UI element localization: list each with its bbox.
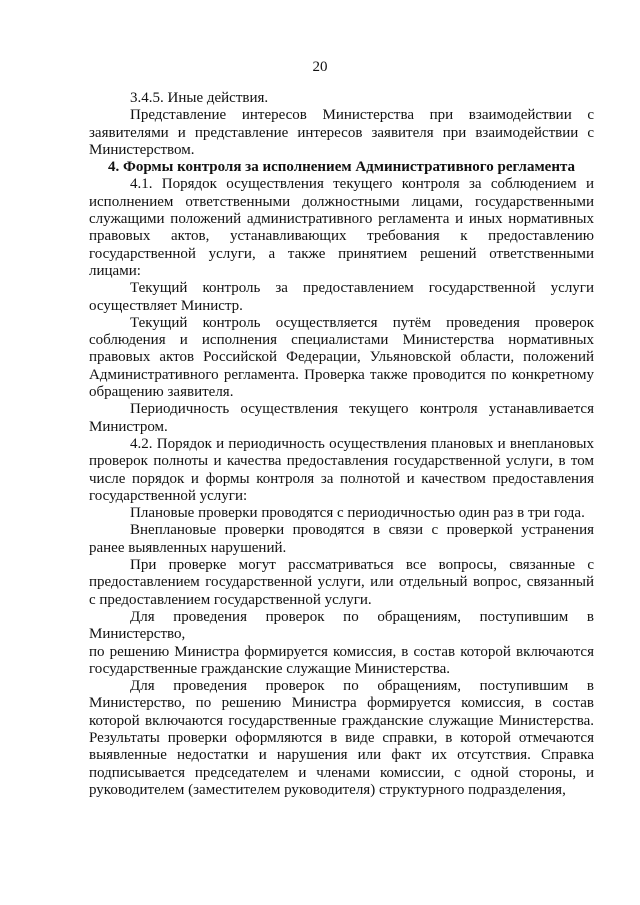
- paragraph-periodicity: Периодичность осуществления текущего контроля устанавливается Министром.: [89, 401, 594, 435]
- paragraph-4-1: 4.1. Порядок осуществления текущего контроля за соблюдением и исполнением ответственными должностными лицами, государственными служащими положений административного регламента и иных нормативных правовых актов, устанавливающих требования к предоставлению государственной услуги, а также принятием решений ответственными лицами:: [89, 176, 594, 279]
- paragraph-unplanned-checks: Внеплановые проверки проводятся в связи с проверкой устранения ранее выявленных нарушений.: [89, 522, 594, 556]
- paragraph-representation: Представление интересов Министерства при взаимодействии с заявителями и представление интересов заявителя при взаимодействии с Министерством.: [89, 107, 594, 158]
- paragraph-check-questions: При проверке могут рассматриваться все вопросы, связанные с предоставлением государственной услуги, или отдельный вопрос, связанный с предоставлением государственной услуги.: [89, 557, 594, 608]
- paragraph-current-control-checks: Текущий контроль осуществляется путём проведения проверок соблюдения и исполнения специалистами Министерства нормативных правовых актов Российской Федерации, Ульяновской области, положений Административного регламента. Проверка также проводится по конкретному обращению заявителя.: [89, 314, 594, 401]
- paragraph-commission-composition: по решению Министра формируется комиссия, в состав которой включаются государственные гражданские служащие Министерства.: [89, 643, 594, 677]
- paragraph-commission-results: Для проведения проверок по обращениям, поступившим в Министерство, по решению Министра формируется комиссия, в состав которой включаются государственные гражданские служащие Министерства. Результаты проверки оформляются в виде справки, в которой отмечаются выявленные недостатки и нарушения или факт их отсутствия. Справка подписывается председателем и членами комиссии, с одной стороны, и руководителем (заместителем руководителя) структурного подразделения,: [89, 678, 594, 798]
- document-body: [89, 90, 594, 799]
- paragraph-current-control-minister: Текущий контроль за предоставлением государственной услуги осуществляет Министр.: [89, 280, 594, 314]
- paragraph-4-2: 4.2. Порядок и периодичность осуществления плановых и внеплановых проверок полноты и качества предоставления государственной услуги, в том числе порядок и формы контроля за полнотой и качеством предоставления государственной услуги:: [89, 435, 594, 504]
- section-heading: 4. Формы контроля за исполнением Административного регламента: [107, 159, 576, 176]
- paragraph-planned-checks: Плановые проверки проводятся с периодичностью один раз в три года.: [130, 505, 585, 522]
- page-number: 20: [312, 59, 328, 75]
- paragraph-commission-line-2: Министерство,: [89, 626, 186, 643]
- paragraph-3-4-5: 3.4.5. Иные действия.: [130, 90, 269, 106]
- paragraph-commission-line-1: Для проведения проверок по обращениям, поступившим в: [130, 608, 594, 625]
